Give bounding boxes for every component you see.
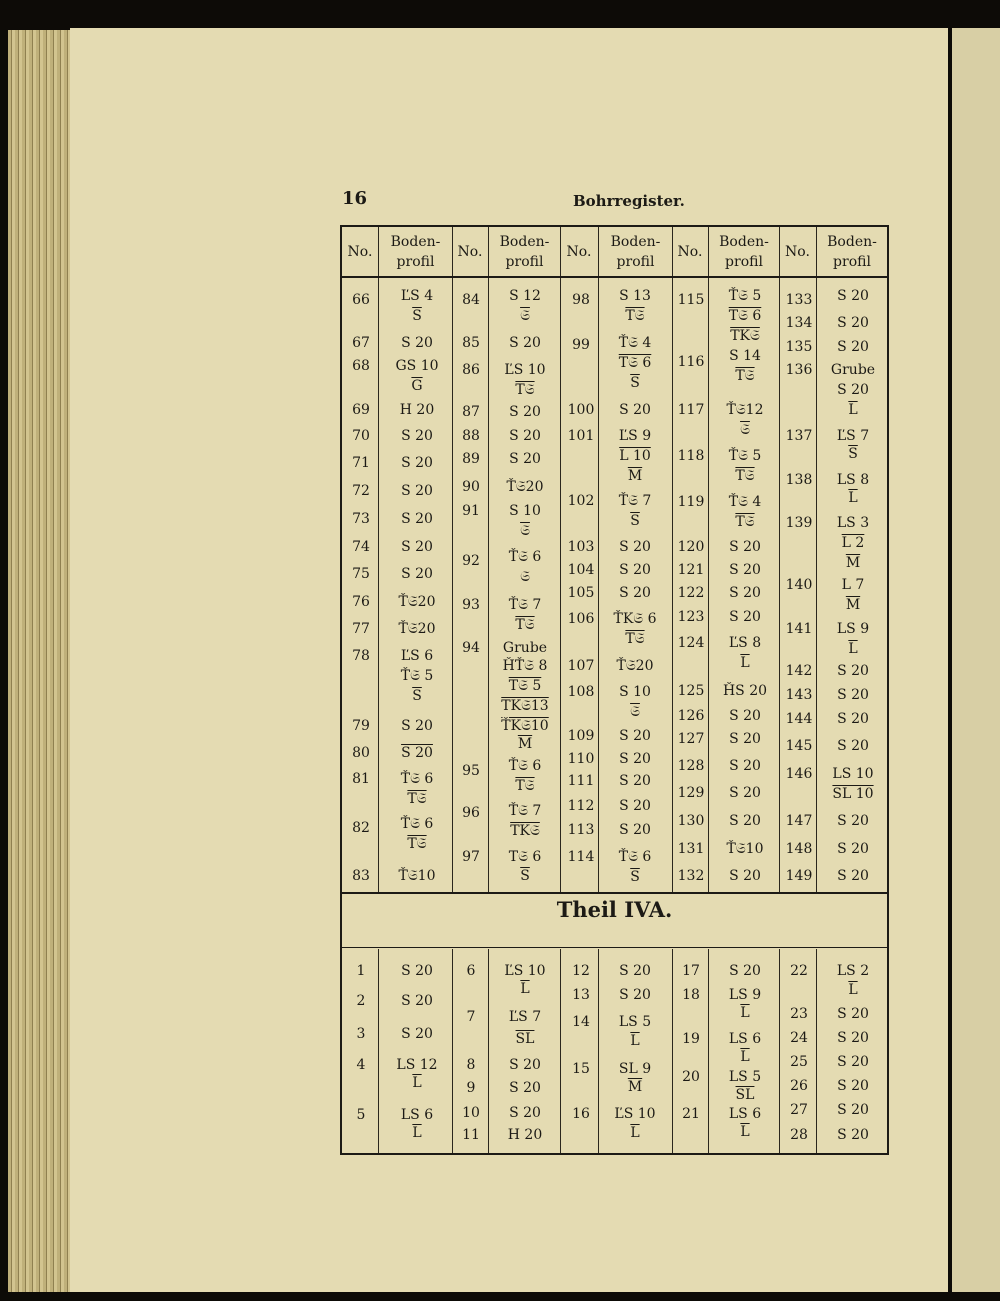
bore-number: 133 [785,292,813,308]
bore-number: 134 [785,315,813,331]
bore-number: 17 [682,963,700,979]
soil-profile-value: S 20 [729,539,761,555]
bore-number: 100 [567,402,595,418]
soil-profile-value: S 20 [729,585,761,601]
soil-profile-value: Ť𝔖10 [398,868,436,884]
soil-profile-value: $\overline{L}$ [848,402,858,418]
soil-profile-value: $\overline{L}$ [740,655,750,671]
soil-profile-value: $\overline{S}$ [630,869,640,885]
soil-profile-value: S 20 [401,455,433,471]
soil-profile-value: Ť𝔖 5 [728,288,762,304]
bore-number: 4 [356,1057,366,1073]
bore-number: 68 [352,358,370,374]
soil-profile-value: T𝔖 [735,514,755,530]
soil-profile-value: $\overline{SL}$ [735,1087,755,1103]
bore-number: 122 [677,585,705,601]
bore-number: 71 [352,455,370,471]
soil-profile-value: S 20 [509,451,541,467]
soil-profile-value: S 20 [509,1080,541,1096]
soil-profile-value: S 20 [401,993,433,1009]
soil-profile-value: S 20 [837,738,869,754]
soil-profile-value: SL 10 [832,786,874,802]
bore-number: 143 [785,687,813,703]
soil-profile-value: LS 6 [400,1107,434,1123]
soil-profile-value: Ť𝔖 6 [618,849,652,865]
soil-profile-value: $\overline{S}$ [630,513,640,529]
soil-profile-value: $\overline{M}$ [627,468,643,484]
bore-number: 118 [677,448,705,464]
soil-profile-value: GS 10 [395,358,439,374]
soil-profile-value: S 20 [401,566,433,582]
bore-number: 88 [462,428,480,444]
bore-number: 115 [677,292,705,308]
soil-profile-value: S 20 [619,585,651,601]
soil-profile-value: T𝔖 6 [728,308,762,324]
soil-profile-value: L 2 [841,535,865,551]
soil-profile-value: Ť𝔖 7 [618,493,652,509]
soil-profile-value: S 20 [401,1026,433,1042]
soil-profile-value: S 20 [619,773,651,789]
bore-number: 84 [462,292,480,308]
soil-profile-value: 𝔖 [630,704,640,720]
soil-profile-value: S 20 [619,562,651,578]
soil-profile-value: $\overline{L}$ [630,1125,640,1141]
bore-number: 79 [352,718,370,734]
header-no: No. [677,244,703,260]
bore-number: 67 [352,335,370,351]
bore-number: 12 [572,963,590,979]
soil-profile-value: 𝔖 [520,308,530,324]
bore-number: 147 [785,813,813,829]
soil-profile-value: Ť𝔖20 [506,479,544,495]
soil-profile-value: T𝔖 [735,368,755,384]
soil-profile-value: S 20 [837,1078,869,1094]
soil-profile-value: S 20 [619,963,651,979]
soil-profile-value: S 20 [729,813,761,829]
soil-profile-value: S 20 [729,708,761,724]
bore-number: 74 [352,539,370,555]
bore-number: 3 [356,1026,366,1042]
soil-profile-value: S 20 [401,483,433,499]
header-no: No. [785,244,810,260]
bore-number: 138 [785,472,813,488]
soil-profile-value: Grube [830,362,876,378]
bore-number: 1 [356,963,366,979]
soil-profile-value: $\overline{M}$ [517,736,533,752]
soil-profile-value: $\overline{L}$ [848,641,858,657]
bore-number: 135 [785,339,813,355]
bore-number: 70 [352,428,370,444]
soil-profile-value: Ť𝔖10 [726,841,764,857]
bore-number: 14 [572,1014,590,1030]
soil-profile-value: Ť𝔖 4 [728,494,762,510]
soil-profile-value: Grube [502,640,548,656]
soil-profile-value: S 20 [729,609,761,625]
soil-profile-value: T𝔖 [515,617,535,633]
soil-profile-value: S 20 [401,539,433,555]
bore-number: 102 [567,493,595,509]
bore-number: 108 [567,684,595,700]
soil-profile-value: Ť𝔖 5 [400,668,434,684]
section-title: Theil IVA. [556,897,673,922]
bore-number: 72 [352,483,370,499]
soil-profile-value: Ť𝔖20 [398,621,436,637]
bore-number: 78 [352,648,370,664]
bore-number: 7 [466,1009,476,1025]
bore-number: 28 [790,1127,808,1143]
bore-number: 19 [682,1031,700,1047]
bore-number: 126 [677,708,705,724]
soil-profile-value: S 20 [509,1057,541,1073]
soil-profile-value: S 20 [401,718,433,734]
soil-profile-value: TK𝔖13 [501,698,549,714]
bore-number: 82 [352,820,370,836]
soil-profile-value: T𝔖 [625,631,645,647]
bore-number: 96 [462,805,480,821]
header-profil: Boden-profil [719,234,769,270]
bore-number: 24 [790,1030,808,1046]
bore-number: 125 [677,683,705,699]
soil-profile-value: S 20 [837,868,869,884]
bore-number: 83 [352,868,370,884]
bore-number: 101 [567,428,595,444]
soil-profile-value: T𝔖 [625,308,645,324]
bore-number: 27 [790,1102,808,1118]
soil-profile-value: S 20 [837,1054,869,1070]
soil-profile-value: ĽS 7 [836,428,870,444]
bore-number: 77 [352,621,370,637]
soil-profile-value: S 10 [509,503,541,519]
soil-profile-value: T𝔖 [515,778,535,794]
soil-profile-value: $\overline{L}$ [848,490,858,506]
soil-profile-value: ĽS 4 [400,288,434,304]
bore-number: 66 [352,292,370,308]
soil-profile-value: S 20 [837,315,869,331]
soil-profile-value: ĽS 9 [618,428,652,444]
soil-profile-value: S 20 [837,687,869,703]
bore-number: 145 [785,738,813,754]
bore-number: 112 [567,798,595,814]
header-profil: Boden-profil [610,234,661,270]
soil-profile-value: S 20 [401,428,433,444]
bore-number: 9 [466,1080,476,1096]
soil-profile-value: $\overline{L}$ [740,1124,750,1140]
soil-profile-value: $\overline{S}$ [848,446,858,462]
soil-profile-value: S 20 [401,963,433,979]
bore-number: 76 [352,594,370,610]
soil-profile-value: S 20 [401,511,433,527]
soil-profile-value: ĽS 8 [728,635,762,651]
soil-profile-value: S 20 [837,288,869,304]
soil-profile-value: LS 2 [836,963,870,979]
soil-profile-value: $\overline{SL}$ [515,1031,535,1047]
bore-number: 81 [352,771,370,787]
soil-profile-value: S 20 [619,822,651,838]
bore-number: 16 [572,1106,590,1122]
soil-profile-value: S 20 [729,785,761,801]
bore-number: 132 [677,868,705,884]
bore-number: 21 [682,1106,700,1122]
page-number: 16 [342,188,368,209]
bore-number: 69 [352,402,370,418]
bore-number: 110 [567,751,595,767]
soil-profile-value: $\overline{L}$ [740,1049,750,1065]
soil-profile-value: TK𝔖 [730,328,760,344]
bore-number: 113 [567,822,595,838]
soil-profile-value: T𝔖 6 [618,355,652,371]
soil-profile-value: LS 6 [728,1106,762,1122]
soil-profile-value: Ť𝔖 6 [400,816,434,832]
soil-profile-value: S 20 [729,731,761,747]
soil-profile-value: S 20 [509,404,541,420]
soil-profile-value: LS 10 [832,766,874,782]
soil-profile-value: LS 6 [728,1031,762,1047]
header-no: No. [347,244,373,260]
soil-profile-value: ĽS 10 [504,963,546,979]
bore-number: 136 [785,362,813,378]
soil-profile-value: TK𝔖 [510,823,540,839]
soil-profile-value: S 20 [509,428,541,444]
bore-number: 94 [462,640,480,656]
soil-profile-value: S 20 [619,728,651,744]
soil-profile-value: ȞS 20 [722,683,768,699]
running-head: Bohrregister. [573,192,685,210]
soil-profile-value: Ť𝔖 7 [508,803,542,819]
soil-profile-value: S 20 [619,798,651,814]
bore-number: 105 [567,585,595,601]
soil-profile-value: S 20 [509,1105,541,1121]
soil-profile-value: S 14 [729,348,761,364]
facing-page-edge [952,28,1000,1292]
soil-profile-value: H 20 [399,402,435,418]
soil-profile-value: 𝔖 [740,422,750,438]
soil-profile-value: T𝔖 5 [508,678,542,694]
soil-profile-value: S 20 [837,1030,869,1046]
bore-number: 86 [462,362,480,378]
page-edge-stack [8,30,76,1292]
soil-profile-value: S 20 [729,562,761,578]
bore-number: 141 [785,621,813,637]
header-profil: Boden-profil [827,234,877,270]
bore-number: 15 [572,1061,590,1077]
bore-number: 90 [462,479,480,495]
soil-profile-value: 𝔖 [520,569,530,585]
header-profil: Boden-profil [499,234,550,270]
header-profil: Boden-profil [390,234,441,270]
soil-profile-value: ĽS 10 [614,1106,656,1122]
soil-profile-value: Ť𝔖 5 [728,448,762,464]
soil-profile-value: $\overline{L}$ [412,1125,422,1141]
bore-number: 95 [462,763,480,779]
header-no: No. [566,244,592,260]
soil-profile-value: L 7 [841,577,865,593]
bore-number: 129 [677,785,705,801]
soil-profile-value: S 20 [729,868,761,884]
bore-number: 131 [677,841,705,857]
soil-profile-value: Ť𝔖20 [616,658,654,674]
soil-profile-value: $\overline{L}$ [848,982,858,998]
soil-profile-value: $\overline{L}$ [412,1075,422,1091]
book-page [70,28,948,1292]
bore-number: 117 [677,402,705,418]
soil-profile-value: Ť𝔖 6 [508,758,542,774]
bore-number: 8 [466,1057,476,1073]
soil-profile-value: Ť𝔖 4 [618,335,652,351]
soil-profile-value: LS 12 [396,1057,438,1073]
bore-number: 119 [677,494,705,510]
bore-number: 25 [790,1054,808,1070]
soil-profile-value: S 20 [837,1006,869,1022]
bore-number: 109 [567,728,595,744]
bore-number: 97 [462,849,480,865]
soil-profile-value: T𝔖 [407,791,427,807]
bore-number: 121 [677,562,705,578]
bore-number: 111 [567,773,595,789]
bore-number: 149 [785,868,813,884]
soil-profile-value: S 20 [837,1102,869,1118]
soil-profile-value: S 20 [619,402,651,418]
soil-profile-value: S 20 [837,813,869,829]
bore-number: 123 [677,609,705,625]
bore-number: 93 [462,597,480,613]
soil-profile-value: LS 9 [728,987,762,1003]
bore-number: 10 [462,1105,480,1121]
bore-number: 75 [352,566,370,582]
bore-number: 80 [352,745,370,761]
soil-profile-value: T𝔖 6 [508,849,542,865]
soil-profile-value: LS 8 [836,472,870,488]
bore-number: 142 [785,663,813,679]
soil-profile-value: T𝔖 [515,382,535,398]
soil-profile-value: S 20 [509,335,541,351]
soil-profile-value: S 20 [837,711,869,727]
soil-profile-value: Ť𝔖20 [398,594,436,610]
bore-number: 22 [790,963,808,979]
soil-profile-value: $\overline{L}$ [520,981,530,997]
header-no: No. [457,244,483,260]
soil-profile-value: S 20 [837,663,869,679]
soil-profile-value: ȞŤ𝔖 8 [502,658,548,674]
soil-profile-value: L 10 [619,448,651,464]
soil-profile-value: $\overline{M}$ [845,597,861,613]
soil-profile-value: SL 9 [618,1061,652,1077]
soil-profile-value: T𝔖 [407,836,427,852]
bore-number: 92 [462,553,480,569]
bore-number: 107 [567,658,595,674]
bore-number: 18 [682,987,700,1003]
bore-number: 5 [356,1107,366,1123]
soil-profile-value: ĽS 7 [508,1009,542,1025]
bore-number: 91 [462,503,480,519]
soil-profile-value: S 20 [401,335,433,351]
bore-number: 26 [790,1078,808,1094]
soil-profile-value: S 20 [837,382,869,398]
soil-profile-value: $\overline{G}$ [411,378,423,394]
bore-number: 99 [572,337,590,353]
soil-profile-value: LS 3 [836,515,870,531]
soil-profile-value: S 20 [729,963,761,979]
soil-profile-value: $\overline{L}$ [740,1005,750,1021]
soil-profile-value: $\overline{L}$ [630,1033,640,1049]
bore-number: 2 [356,993,366,1009]
bore-number: 128 [677,758,705,774]
bore-number: 140 [785,577,813,593]
bore-number: 116 [677,354,705,370]
bore-number: 13 [572,987,590,1003]
bore-number: 120 [677,539,705,555]
soil-profile-value: S 20 [619,539,651,555]
soil-profile-value: LS 5 [728,1069,762,1085]
soil-profile-value: H 20 [507,1127,543,1143]
soil-profile-value: $\overline{S}$ [412,688,422,704]
soil-profile-value: ĽS 10 [504,362,546,378]
soil-profile-value: ŤK𝔖10 [501,718,549,734]
soil-profile-value: $\overline{M}$ [845,555,861,571]
soil-profile-value: S 20 [729,758,761,774]
soil-profile-value: $\overline{M}$ [627,1079,643,1095]
soil-profile-value: LS 5 [618,1014,652,1030]
soil-profile-value: Ť𝔖 7 [508,597,542,613]
soil-profile-value: S 13 [619,288,651,304]
bore-number: 6 [466,963,476,979]
bore-number: 23 [790,1006,808,1022]
soil-profile-value: S 20 [619,751,651,767]
soil-profile-value: T𝔖 [735,468,755,484]
soil-profile-value: 𝔖 [520,523,530,539]
soil-profile-value: ĽS 6 [400,648,434,664]
bore-number: 103 [567,539,595,555]
bore-register-table [340,225,889,1155]
bore-number: 85 [462,335,480,351]
bore-number: 144 [785,711,813,727]
bore-number: 98 [572,292,590,308]
soil-profile-value: LS 9 [836,621,870,637]
soil-profile-value: $\overline{S}$ [630,375,640,391]
bore-number: 106 [567,611,595,627]
soil-profile-value: S 12 [509,288,541,304]
soil-profile-value: S 20 [837,841,869,857]
bore-number: 124 [677,635,705,651]
bore-number: 130 [677,813,705,829]
bore-number: 114 [567,849,595,865]
bore-number: 148 [785,841,813,857]
soil-profile-value: S 20 [401,745,433,761]
bore-number: 11 [462,1127,480,1143]
bore-number: 137 [785,428,813,444]
soil-profile-value: S 10 [619,684,651,700]
bore-number: 146 [785,766,813,782]
soil-profile-value: Ť𝔖 6 [508,549,542,565]
bore-number: 127 [677,731,705,747]
soil-profile-value: $\overline{S}$ [412,308,422,324]
bore-number: 89 [462,451,480,467]
soil-profile-value: $\overline{S}$ [520,868,530,884]
soil-profile-value: S 20 [837,1127,869,1143]
soil-profile-value: S 20 [619,987,651,1003]
bore-number: 73 [352,511,370,527]
soil-profile-value: Ť𝔖12 [726,402,764,418]
bore-number: 104 [567,562,595,578]
soil-profile-value: S 20 [837,339,869,355]
bore-number: 139 [785,515,813,531]
bore-number: 87 [462,404,480,420]
bore-number: 20 [682,1069,700,1085]
soil-profile-value: Ť𝔖 6 [400,771,434,787]
soil-profile-value: ŤK𝔖 6 [613,611,657,627]
